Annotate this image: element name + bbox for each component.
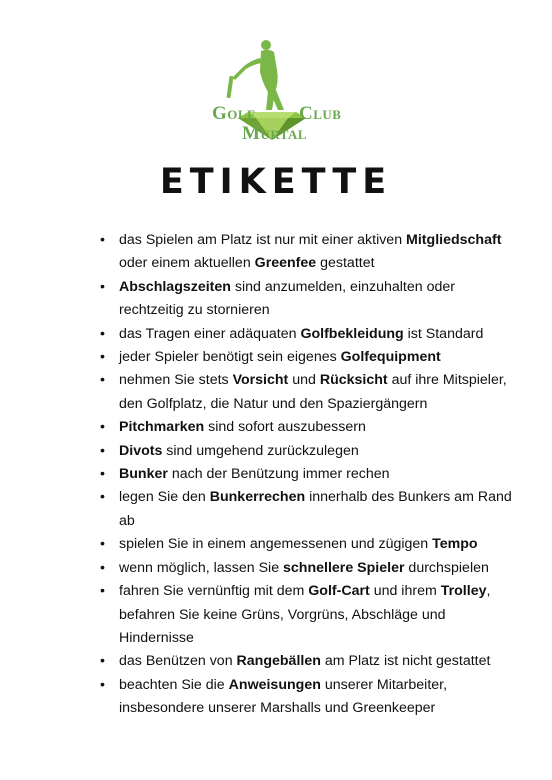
rule-text: das Benützen von: [119, 653, 237, 670]
rule-item: [99, 323, 519, 346]
rule-keyword: Divots: [119, 442, 163, 459]
rule-keyword: Golfbekleidung: [300, 325, 404, 342]
rule-item: [99, 486, 519, 533]
rule-keyword: schnellere Spieler: [283, 559, 405, 576]
rule-item: [99, 533, 519, 556]
rule-text: nehmen Sie stets: [119, 372, 233, 389]
rule-keyword: Golfequipment: [340, 349, 441, 366]
rule-text: innerhalb des Bunkers am Rand ab: [119, 489, 512, 529]
rule-item: [99, 580, 519, 650]
rule-text: das Spielen am Platz ist nur mit einer aktiven: [119, 232, 407, 248]
rule-text: beachten Sie die: [119, 676, 229, 693]
rule-keyword: Trolley: [440, 583, 487, 600]
rule-keyword: Bunkerrechen: [209, 489, 306, 506]
rule-text: gestattet: [316, 255, 375, 272]
rule-text: am Platz ist nicht gestattet: [320, 653, 491, 670]
rule-keyword: Golf-Cart: [308, 583, 370, 600]
rule-keyword: Pitchmarken: [119, 419, 205, 436]
club-logo: [208, 36, 348, 146]
rule-text: , befahren Sie keine Grüns, Vorgrüns, Abschläge und Hindernisse: [119, 583, 491, 646]
rule-text: auf ihre Mitspieler, den Golfplatz, die Natur und den Spaziergängern: [119, 372, 507, 412]
rule-keyword: Bunker: [119, 466, 168, 483]
rule-text: legen Sie den: [119, 489, 210, 506]
rule-item: [99, 276, 519, 323]
rule-item: [99, 440, 519, 463]
rule-text: und: [288, 372, 320, 389]
page-title: ETIKETTE: [159, 162, 393, 202]
logo-word-club: Club: [299, 103, 342, 124]
rule-keyword: Anweisungen: [228, 676, 321, 693]
rule-text: jeder Spieler benötigt sein eigenes: [119, 349, 341, 366]
rule-item: [99, 650, 519, 673]
rule-text: oder einem aktuellen: [119, 255, 255, 272]
rule-keyword: Vorsicht: [232, 372, 289, 389]
rule-keyword: Tempo: [432, 536, 478, 553]
rule-text: sind umgehend zurückzulegen: [162, 442, 359, 459]
rule-text: spielen Sie in einem angemessenen und zügigen: [119, 536, 433, 553]
rule-keyword: Mitgliedschaft: [406, 232, 502, 248]
rule-text: und ihrem: [369, 583, 441, 600]
rule-text: fahren Sie vernünftig mit dem: [119, 583, 309, 600]
logo-word-golf: Golf: [212, 103, 256, 124]
rule-text: unserer Mitarbeiter, insbesondere unserer Marshalls und Greenkeeper: [119, 676, 448, 717]
rule-keyword: Abschlagszeiten: [119, 278, 231, 295]
rule-text: ist Standard: [403, 325, 484, 342]
rule-text: das Tragen einer adäquaten: [119, 325, 301, 342]
rule-text: sind anzumelden, einzuhalten oder rechtzeitig zu stornieren: [119, 278, 455, 319]
logo-word-murtal: Murtal: [242, 123, 308, 144]
rule-item: [99, 463, 519, 486]
rule-item: [99, 416, 519, 439]
rule-text: wenn möglich, lassen Sie: [119, 559, 284, 576]
rule-text: nach der Benützung immer rechen: [167, 466, 390, 483]
rule-item: [99, 674, 519, 721]
rule-item: [99, 229, 519, 276]
rule-item: [99, 557, 519, 580]
rule-keyword: Rangebällen: [236, 653, 321, 670]
rule-item: [99, 346, 519, 369]
rule-keyword: Rücksicht: [319, 372, 388, 389]
rule-text: durchspielen: [404, 559, 489, 576]
etiquette-rules-list: [99, 229, 519, 721]
rule-item: [99, 369, 519, 416]
rule-text: sind sofort auszubessern: [204, 419, 366, 436]
rule-keyword: Greenfee: [254, 255, 317, 272]
